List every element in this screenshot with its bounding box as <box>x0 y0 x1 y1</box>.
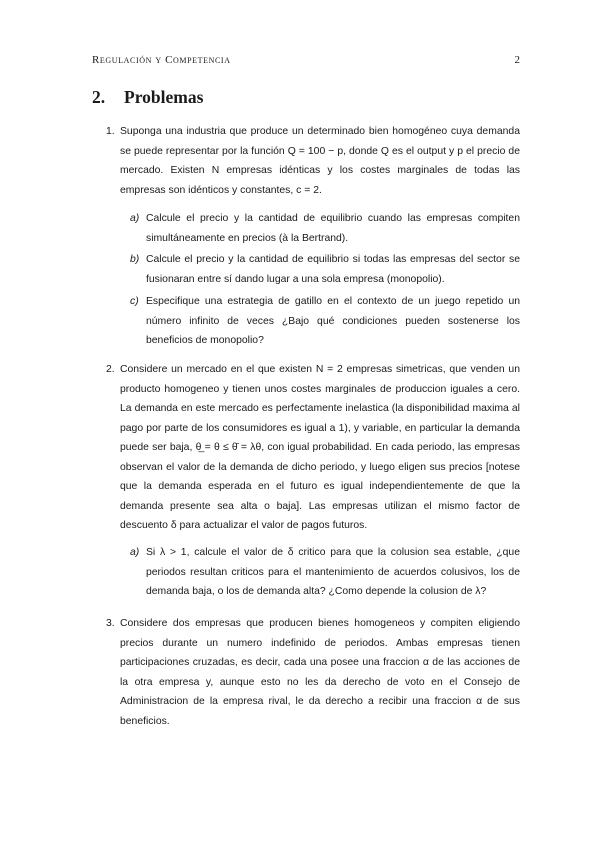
subitem-text: Calcule el precio y la cantidad de equilibrio cuando las empresas compiten simultáneamente en precios (à la Bertrand). <box>146 213 520 244</box>
subitem-label: a) <box>130 213 140 224</box>
subitem-label: b) <box>130 254 140 265</box>
section-number: 2. <box>92 87 106 107</box>
problem-text: Suponga una industria que produce un determinado bien homogéneo cuya demanda se puede representar por la función Q = 100 − p, donde Q es el output y p el precio de mercado. Existen N empresas idénticas y los costes marginales de todas las empresas son idénticos y constantes, c = 2. <box>120 126 520 196</box>
subitem-label: c) <box>130 296 139 307</box>
running-head-title: Regulación y Competencia <box>92 54 231 66</box>
section-heading <box>92 87 203 108</box>
problem-number: 3. <box>106 618 115 629</box>
subitem-text: Especifique una estrategia de gatillo en el contexto de un juego repetido un número infinito de veces ¿Bajo qué condiciones pueden sostenerse los beneficios de monopolio? <box>146 296 520 346</box>
subitem-text: Calcule el precio y la cantidad de equilibrio si todas las empresas del sector se fusionaran entre sí dando lugar a una sola empresa (monopolio). <box>146 254 520 285</box>
problem-text: Considere dos empresas que producen bienes homogeneos y compiten eligiendo precios durante un numero indefinido de periodos. Ambas empresas tienen participaciones cruzadas, es decir, cada una posee una fraccion α de las acciones de la otra empresa y, aunque esto no les da derecho de voto en el Consejo de Administracion de la empresa rival, le da derecho a recibir una fraccion α de sus beneficios. <box>120 618 520 727</box>
section-title: Problemas <box>124 87 204 107</box>
page-number: 2 <box>514 54 520 66</box>
problem-text: Considere un mercado en el que existen N = 2 empresas simetricas, que venden un producto homogeneo y tienen unos costes marginales de produccion iguales a cero. La demanda en este mercado es perfectamente inelastica (la disponibilidad maxima al pago por parte de los consumidores es igual a 1), y variable, en particular la demanda puede ser baja, θ̲ = θ ≤ θ̄ = λθ, con igual probabilidad. En cada periodo, las empresas observan el valor de la demanda de dicho periodo, y luego eligen sus precios [notese que la demanda esperada en el futuro es igual independientemente de que la demanda presente sea alta o baja]. Las empresas utilizan el mismo factor de descuento δ para actualizar el valor de pagos futuros. <box>120 364 520 531</box>
problem-number: 1. <box>106 126 115 137</box>
problem-number: 2. <box>106 364 115 375</box>
subitem-text: Si λ > 1, calcule el valor de δ critico para que la colusion sea estable, ¿que periodos resultan criticos para el mantenimiento de acuerdos colusivos, los de demanda baja, o los de demanda alta? ¿Como depende la colusion de λ? <box>146 547 520 597</box>
subitem-label: a) <box>130 547 140 558</box>
running-header <box>92 54 520 70</box>
